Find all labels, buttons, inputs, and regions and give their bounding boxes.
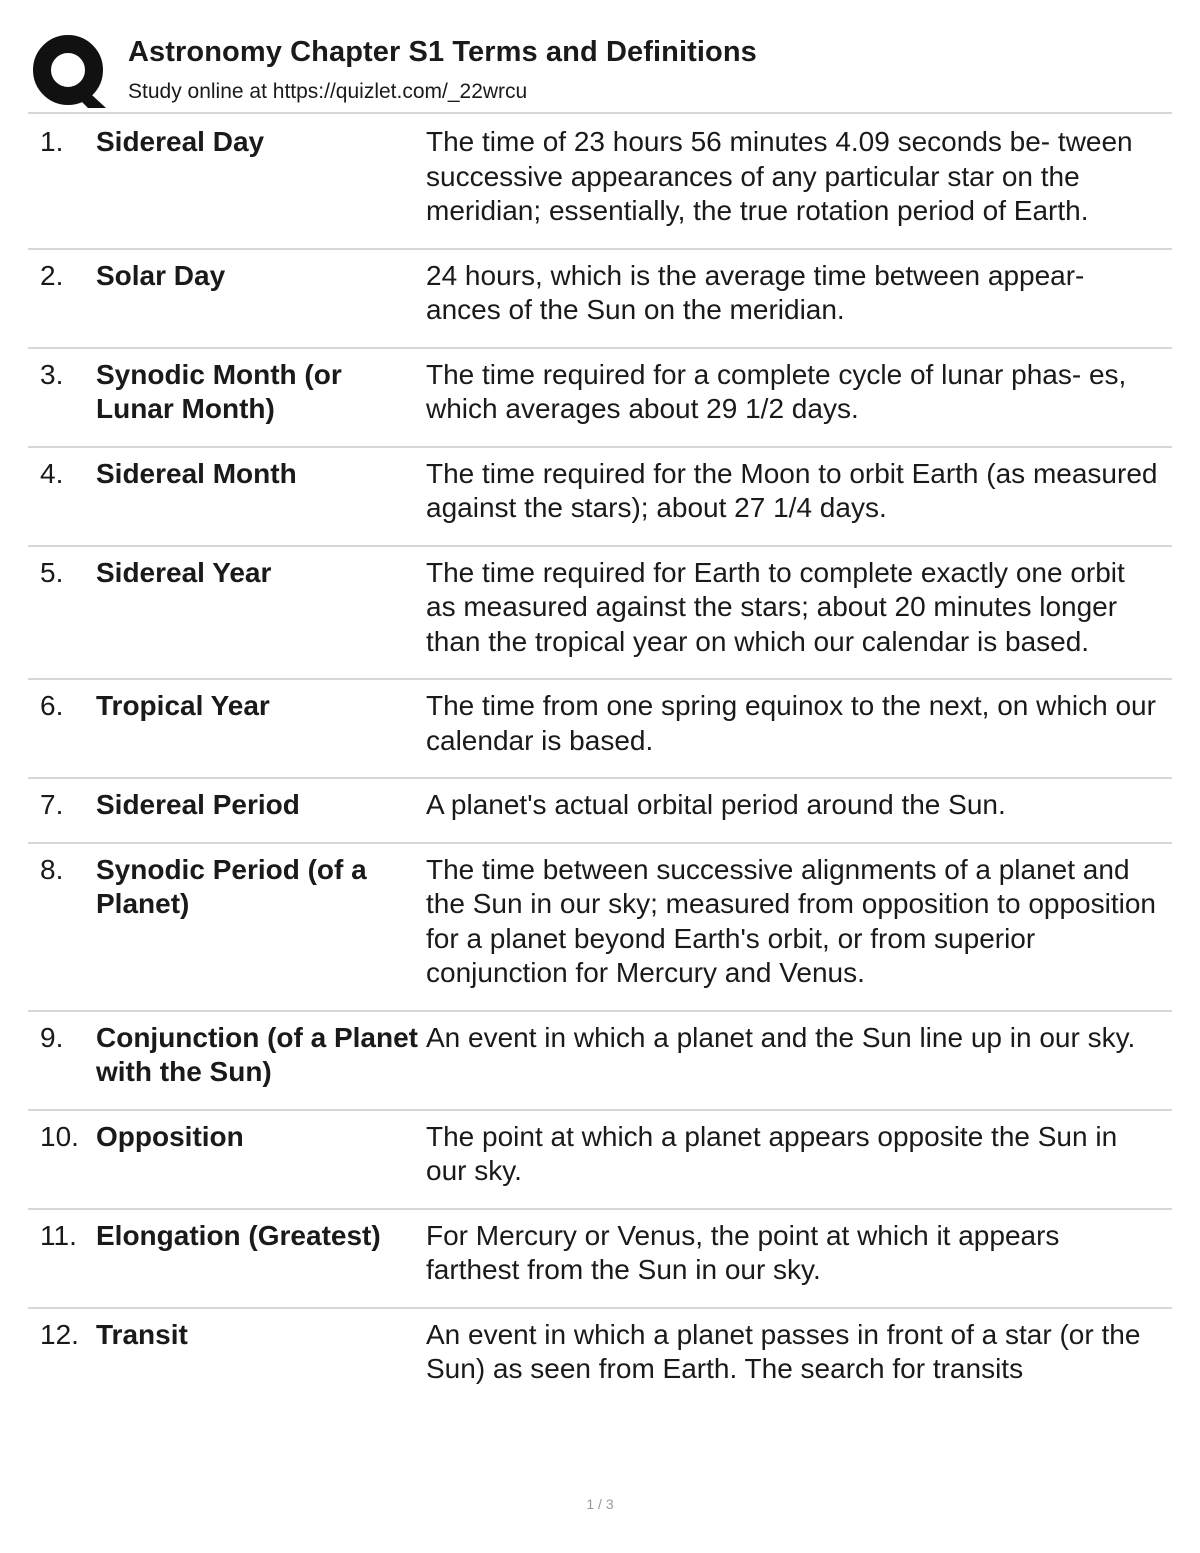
term-name: Elongation (Greatest): [96, 1219, 381, 1251]
term-number: 3.: [40, 358, 64, 390]
term-row: [28, 680, 1172, 779]
term-name: Tropical Year: [96, 690, 270, 721]
term-definition: The point at which a planet appears opposite the Sun in our sky.: [426, 1120, 1118, 1186]
header-divider: [28, 112, 1172, 114]
term-definition: The time required for Earth to complete exactly one orbit as measured against the stars; about 20 minutes longer than the tropical year on which our calendar is based.: [426, 556, 1125, 657]
term-row: [28, 250, 1172, 349]
term-definition: A planet's actual orbital period around the Sun.: [426, 789, 1006, 820]
term-definition: The time of 23 hours 56 minutes 4.09 seconds be- tween successive appearances of any particular star on the meridian; essentially, the true rotation period of Earth.: [426, 126, 1133, 226]
study-online-link[interactable]: Study online at https://quizlet.com/_22wrcu: [128, 80, 528, 103]
term-name: Synodic Period (of a Planet): [96, 853, 367, 919]
term-name: Sidereal Year: [96, 556, 272, 588]
term-row: [28, 547, 1172, 681]
term-definition: 24 hours, which is the average time between appear- ances of the Sun on the meridian.: [426, 259, 1085, 325]
term-number: 1.: [40, 126, 64, 157]
term-name: Sidereal Month: [96, 457, 297, 489]
term-name: Sidereal Period: [96, 789, 300, 820]
term-name: Synodic Month (or Lunar Month): [96, 358, 342, 424]
document-header: [28, 28, 1172, 112]
term-name: Conjunction (of a Planet with the Sun): [96, 1021, 418, 1087]
term-row: [28, 779, 1172, 844]
term-number: 7.: [40, 789, 64, 820]
term-row: [28, 349, 1172, 448]
term-number: 11.: [40, 1219, 77, 1251]
term-name: Transit: [96, 1318, 188, 1350]
term-number: 5.: [40, 556, 64, 588]
term-row: [28, 1210, 1172, 1309]
term-row: [28, 1309, 1172, 1406]
term-row: [28, 448, 1172, 547]
term-definition: The time between successive alignments of a planet and the Sun in our sky; measured from opposition to opposition for a planet beyond Earth's orbit, or from superior conjunction for Mercury and Venus.: [426, 853, 1156, 988]
term-definition: For Mercury or Venus, the point at which it appears farthest from the Sun in our sky.: [426, 1219, 1060, 1285]
term-number: 6.: [40, 690, 64, 721]
page-title: Astronomy Chapter S1 Terms and Definitions: [128, 36, 757, 68]
term-definition: The time from one spring equinox to the next, on which our calendar is based.: [426, 690, 1156, 756]
term-name: Opposition: [96, 1120, 244, 1152]
term-name: Solar Day: [96, 259, 226, 291]
term-definition: The time required for the Moon to orbit Earth (as measured against the stars); about 27 1/4 days.: [426, 457, 1158, 523]
term-row: [28, 1012, 1172, 1111]
terms-list: [28, 116, 1172, 1406]
term-definition: The time required for a complete cycle of lunar phas- es, which averages about 29 1/2 days.: [426, 358, 1127, 424]
term-number: 9.: [40, 1021, 64, 1053]
term-name: Sidereal Day: [96, 126, 265, 157]
term-row: [28, 1111, 1172, 1210]
term-definition: An event in which a planet passes in front of a star (or the Sun) as seen from Earth. The search for transits: [426, 1318, 1141, 1384]
term-number: 4.: [40, 457, 64, 489]
term-row: [28, 116, 1172, 250]
term-number: 10.: [40, 1120, 79, 1152]
term-definition: An event in which a planet and the Sun line up in our sky.: [426, 1021, 1136, 1053]
term-number: 8.: [40, 853, 64, 885]
page-indicator: 1 / 3: [586, 1496, 614, 1512]
term-number: 12.: [40, 1318, 79, 1350]
quizlet-logo-icon: [30, 32, 110, 112]
term-row: [28, 844, 1172, 1012]
term-number: 2.: [40, 259, 64, 291]
